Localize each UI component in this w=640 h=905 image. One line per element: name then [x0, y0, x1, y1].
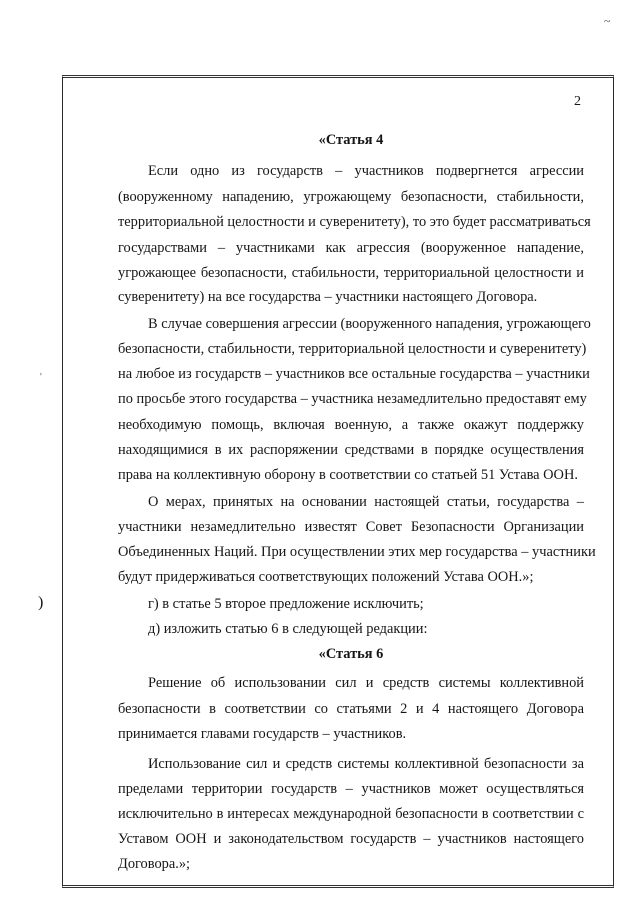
text-line: безопасности, стабильности, территориальной целостности и суверенитету) [118, 341, 587, 357]
text-line: необходимую помощь, включая военную, а также окажут поддержку [118, 417, 584, 433]
page-number: 2 [574, 94, 581, 109]
scan-artifact: ~ [604, 14, 611, 28]
text-line: на любое из государств – участников все остальные государства – участники [118, 366, 590, 382]
list-item: г) в статье 5 второе предложение исключить; [148, 596, 424, 612]
text-line: суверенитету) на все государства – участники настоящего Договора. [118, 289, 538, 305]
text-line: государствами – участниками как агрессия (вооруженное нападение, [118, 240, 584, 256]
text-line: Объединенных Наций. При осуществлении этих мер государства – участники [118, 544, 596, 560]
text-line: Использование сил и средств системы коллективной безопасности за [148, 756, 584, 772]
text-line: В случае совершения агрессии (вооруженного нападения, угрожающего [148, 316, 591, 332]
text-line: безопасности в соответствии со статьями 2 и 4 настоящего Договора [118, 701, 584, 717]
scan-artifact: ) [38, 594, 44, 611]
list-item: д) изложить статью 6 в следующей редакции: [148, 621, 428, 637]
text-line: участники незамедлительно известят Совет Безопасности Организации [118, 519, 584, 535]
text-line: принимается главами государств – участников. [118, 726, 407, 742]
scan-artifact: ' [40, 372, 42, 383]
text-line: Решение об использовании сил и средств системы коллективной [148, 675, 584, 691]
article-heading: «Статья 4 [318, 132, 384, 148]
text-line: права на коллективную оборону в соответствии со статьей 51 Устава ООН. [118, 467, 578, 483]
text-line: угрожающее безопасности, стабильности, территориальной целостности и [118, 265, 584, 281]
text-line: находящимися в их распоряжении средствами в порядке осуществления [118, 442, 584, 458]
text-line: Уставом ООН и законодательством государств – участников настоящего [118, 831, 584, 847]
text-line: пределами территории государств – участников может осуществляться [118, 781, 584, 797]
text-line: (вооруженному нападению, угрожающему безопасности, стабильности, [118, 189, 584, 205]
text-line: Договора.»; [118, 856, 191, 872]
text-line: О мерах, принятых на основании настоящей статьи, государства – [148, 494, 584, 510]
article-heading: «Статья 6 [318, 646, 384, 662]
text-line: по просьбе этого государства – участника незамедлительно предоставят ему [118, 391, 587, 407]
text-line: исключительно в интересах международной безопасности в соответствии с [118, 806, 584, 822]
text-line: Если одно из государств – участников подвергнется агрессии [148, 163, 584, 179]
text-line: будут придерживаться соответствующих положений Устава ООН.»; [118, 569, 534, 585]
text-line: территориальной целостности и суверенитету), то это будет рассматриваться [118, 214, 591, 230]
